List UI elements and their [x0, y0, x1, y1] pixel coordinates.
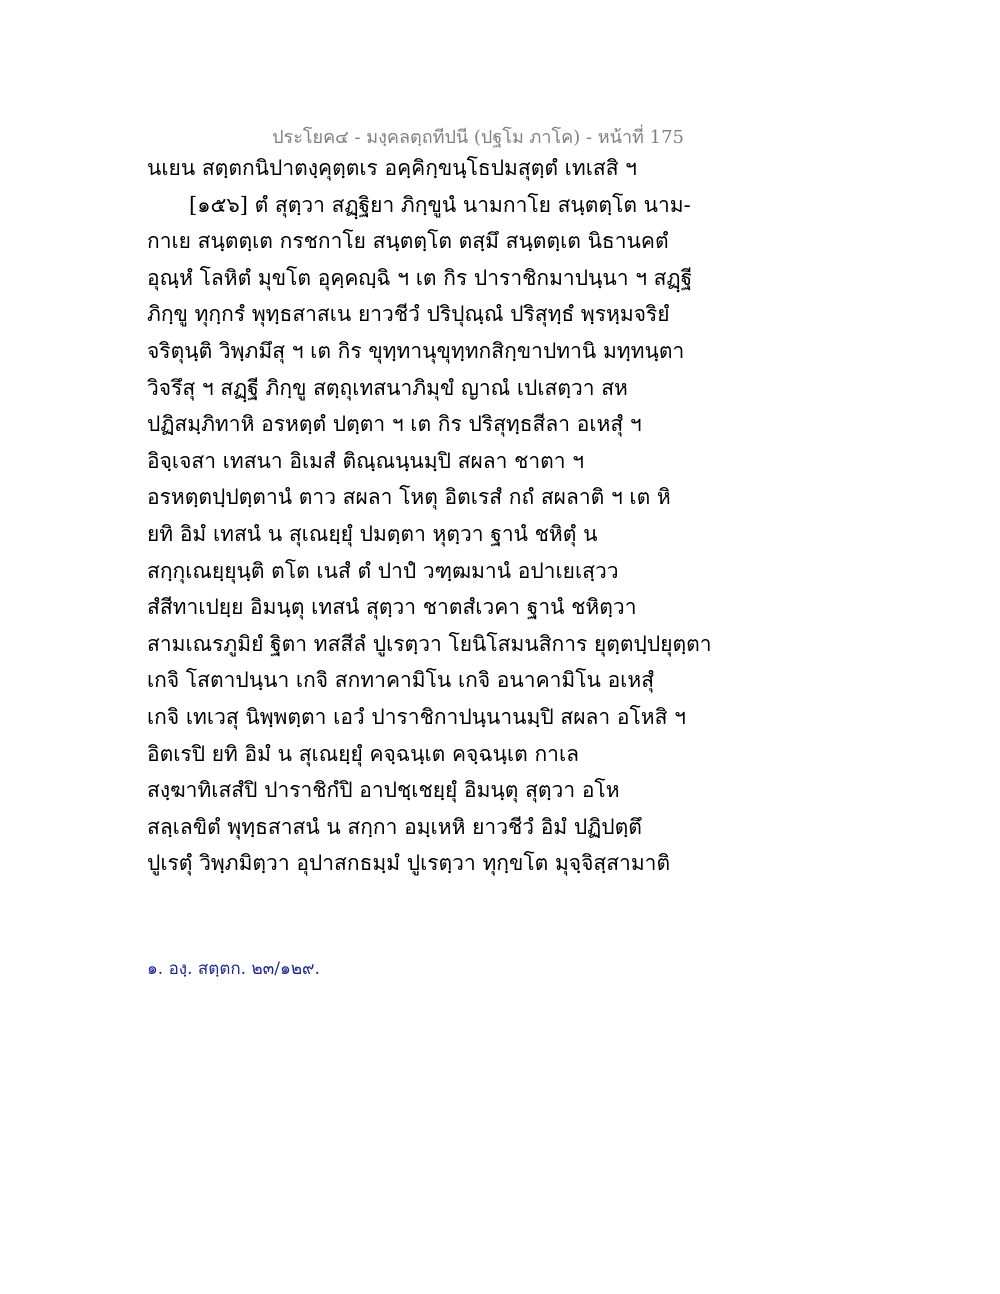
text-line: วิจรึสุ ฯ สฏฺฐี ภิกฺขู สตฺถุเทสนาภิมุขํ ญาณํ เปเสตฺวา สห [147, 375, 628, 400]
text-line: อิตเรปิ ยทิ อิมํ น สุเณยฺยุํ คจฺฉนฺเต คจฺฉนฺเต กาเล [147, 741, 580, 766]
text-line: สามเณรภูมิยํ ฐิตา ทสสีลํ ปูเรตฺวา โยนิโสมนสิการ ยุตฺตปฺปยุตฺตา [147, 631, 712, 656]
text-line: ปฏิสมฺภิทาหิ อรหตฺตํ ปตฺตา ฯ เต กิร ปริสุทฺธสีลา อเหสุํ ฯ [147, 412, 642, 437]
text-line: ยทิ อิมํ เทสนํ น สุเณยฺยุํ ปมตฺตา หุตฺวา ฐานํ ชหิตุํ น [147, 521, 598, 546]
text-line: สงฺฆาทิเสสํปิ ปาราชิกํปิ อาปชฺเชยฺยุํ อิมนฺตุ สุตฺวา อโห [147, 778, 620, 803]
text-line: เกจิ เทเวสุ นิพฺพตฺตา เอวํ ปาราชิกาปนฺนานมฺปิ สผลา อโหสิ ฯ [147, 704, 686, 729]
text-line: จริตุนฺติ วิพฺภมึสุ ฯ เต กิร ขุทฺทานุขุทฺทกสิกฺขาปทานิ มทฺทนฺตา [147, 338, 685, 363]
footnote: ๑. องฺ. สตฺตก. ๒๓/๑๒๙. [147, 959, 320, 979]
text-line: [๑๕๖] ตํ สุตฺวา สฏฺฐิยา ภิกฺขูนํ นามกาโย สนฺตตฺโต นาม- [189, 192, 691, 217]
text-line: เกจิ โสตาปนฺนา เกจิ สกทาคามิโน เกจิ อนาคามิโน อเหสุํ [147, 668, 655, 693]
page-header: ประโยค๔ - มงฺคลตฺถทีปนี (ปฐโม ภาโค) - หน้าที่ 175 [272, 127, 684, 148]
text-line: นเยน สตฺตกนิปาตงฺคุตฺตเร อคฺคิกฺขนฺโธปมสุตฺตํ เทเสสิ ฯ [147, 156, 637, 180]
text-line: อิจฺเจสา เทสนา อิเมสํ ติณฺณนฺนมฺปิ สผลา ชาตา ฯ [147, 448, 585, 473]
text-line: สกฺกุเณยฺยุนฺติ ตโต เนสํ ตํ ปาปํ วฑฺฒมานํ อปาเยเสฺวว [147, 558, 619, 583]
text-line: อรหตฺตปฺปตฺตานํ ตาว สผลา โหตุ อิตเรสํ กถํ สผลาติ ฯ เต หิ [147, 485, 671, 510]
text-line: กาเย สนฺตตฺเต กรชกาโย สนฺตตฺโต ตสฺมึ สนฺตตฺเต นิธานคตํ [147, 229, 669, 254]
text-line: ปูเรตุํ วิพฺภมิตฺวา อุปาสกธมฺมํ ปูเรตฺวา ทุกฺขโต มุจฺจิสฺสามาติ [147, 851, 671, 876]
text-line: อุณฺหํ โลหิตํ มุขโต อุคฺคญฺฉิ ฯ เต กิร ปาราชิกมาปนฺนา ฯ สฏฺฐี [147, 265, 693, 290]
text-line: สลฺเลขิตํ พุทฺธสาสนํ น สกฺกา อมฺเหหิ ยาวชีวํ อิมํ ปฏิปตฺตึ [147, 814, 642, 839]
text-line: ภิกฺขู ทุกฺกรํ พุทฺธสาสเน ยาวชีวํ ปริปุณฺณํ ปริสุทฺธํ พฺรหฺมจริยํ [147, 302, 670, 327]
text-line: สํสีทาเปยฺย อิมนฺตุ เทสนํ สุตฺวา ชาตสํเวคา ฐานํ ชหิตฺวา [147, 595, 637, 620]
body-text [147, 150, 712, 882]
